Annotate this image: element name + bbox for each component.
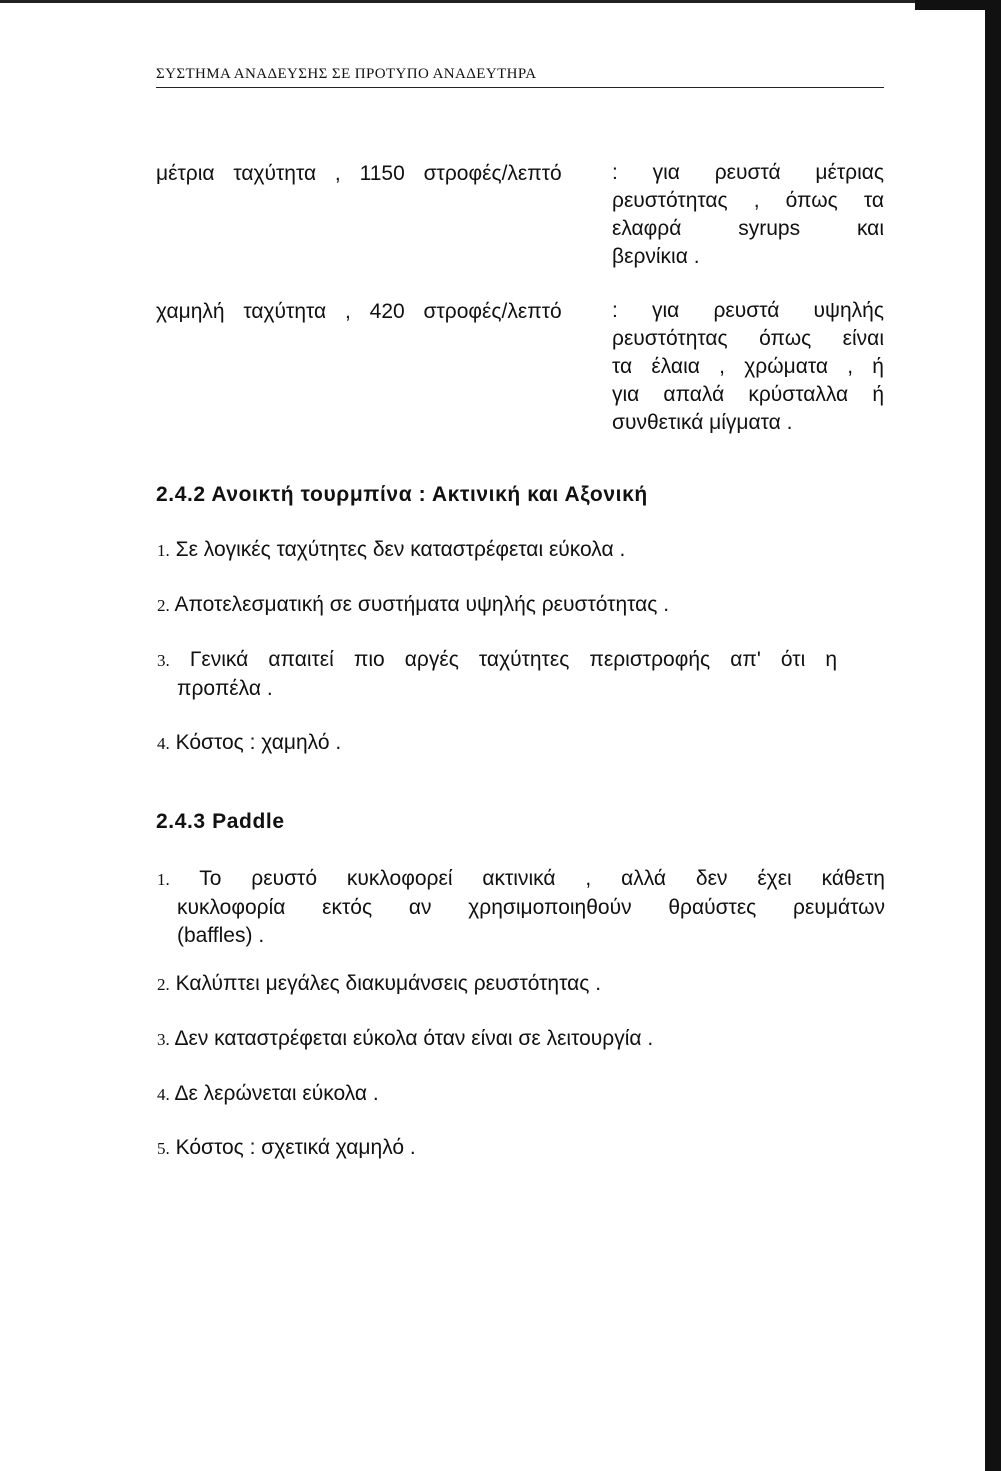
list-item <box>157 646 837 703</box>
speed-description-line: βερνίκια . <box>612 245 700 268</box>
list-text: Σε λογικές ταχύτητες δεν καταστρέφεται εύκολα . <box>175 538 626 561</box>
list-number: 1. <box>157 870 170 889</box>
list-item <box>157 536 625 565</box>
scan-edge-right <box>985 0 1001 1471</box>
list-item <box>157 970 601 999</box>
list-text: Κόστος : σχετικά χαμηλό . <box>175 1136 416 1159</box>
list-item <box>157 1080 379 1109</box>
speed-description-line: ρευστότητας , όπως τα <box>612 189 884 212</box>
speed-label-medium: μέτρια ταχύτητα , 1150 στροφές/λεπτό <box>156 162 562 185</box>
list-number: 2. <box>157 975 170 994</box>
speed-label-low: χαμηλή ταχύτητα , 420 στροφές/λεπτό <box>156 300 562 323</box>
speed-description-line: τα έλαια , χρώματα , ή <box>612 355 884 378</box>
list-text-continuation: προπέλα . <box>177 677 273 700</box>
list-number: 3. <box>157 1030 170 1049</box>
list-number: 5. <box>157 1139 170 1158</box>
list-item <box>157 1025 653 1054</box>
scan-edge-top <box>0 0 1001 3</box>
speed-description-line: : για ρευστά μέτριας <box>612 161 884 184</box>
list-text: Γενικά απαιτεί πιο αργές ταχύτητες περιστροφής απ' ότι η <box>189 648 837 671</box>
list-item <box>157 729 341 758</box>
list-text: Το ρευστό κυκλοφορεί ακτινικά , αλλά δεν έχει κάθετη <box>199 867 885 890</box>
speed-description-line: ελαφρά syrups και <box>612 217 884 240</box>
list-text-continuation: κυκλοφορία εκτός αν χρησιμοποιηθούν θραύστες ρευμάτων <box>177 896 885 919</box>
scan-edge-corner <box>915 0 985 10</box>
list-text: Αποτελεσματική σε συστήματα υψηλής ρευστότητας . <box>174 593 670 616</box>
speed-description-line: συνθετικά μίγματα . <box>612 411 793 434</box>
section-heading-open-turbine: 2.4.2 Ανοικτή τουρμπίνα : Ακτινική και Αξονική <box>156 483 648 506</box>
list-text: Καλύπτει μεγάλες διακυμάνσεις ρευστότητας . <box>175 972 602 995</box>
list-item <box>157 865 885 950</box>
list-number: 3. <box>157 651 170 670</box>
header-rule <box>156 87 884 88</box>
list-number: 1. <box>157 541 170 560</box>
speed-description-line: : για ρευστά υψηλής <box>612 299 884 322</box>
section-heading-paddle: 2.4.3 Paddle <box>156 810 285 833</box>
list-text: Δεν καταστρέφεται εύκολα όταν είναι σε λειτουργία . <box>174 1027 654 1050</box>
list-number: 4. <box>157 1085 170 1104</box>
speed-description-line: για απαλά κρύσταλλα ή <box>612 383 884 406</box>
running-head: ΣΥΣΤΗΜΑ ΑΝΑΔΕΥΣΗΣ ΣΕ ΠΡΟΤΥΠΟ ΑΝΑΔΕΥΤΗΡΑ <box>156 66 537 82</box>
list-number: 4. <box>157 734 170 753</box>
list-text: Κόστος : χαμηλό . <box>175 731 342 754</box>
speed-description-medium <box>612 159 884 271</box>
speed-description-line: ρευστότητας όπως είναι <box>612 327 884 350</box>
list-text-continuation: (baffles) . <box>177 924 265 947</box>
list-text: Δε λερώνεται εύκολα . <box>174 1082 379 1105</box>
speed-description-low <box>612 297 884 437</box>
list-item <box>157 591 669 620</box>
list-number: 2. <box>157 596 170 615</box>
list-item <box>157 1134 416 1163</box>
